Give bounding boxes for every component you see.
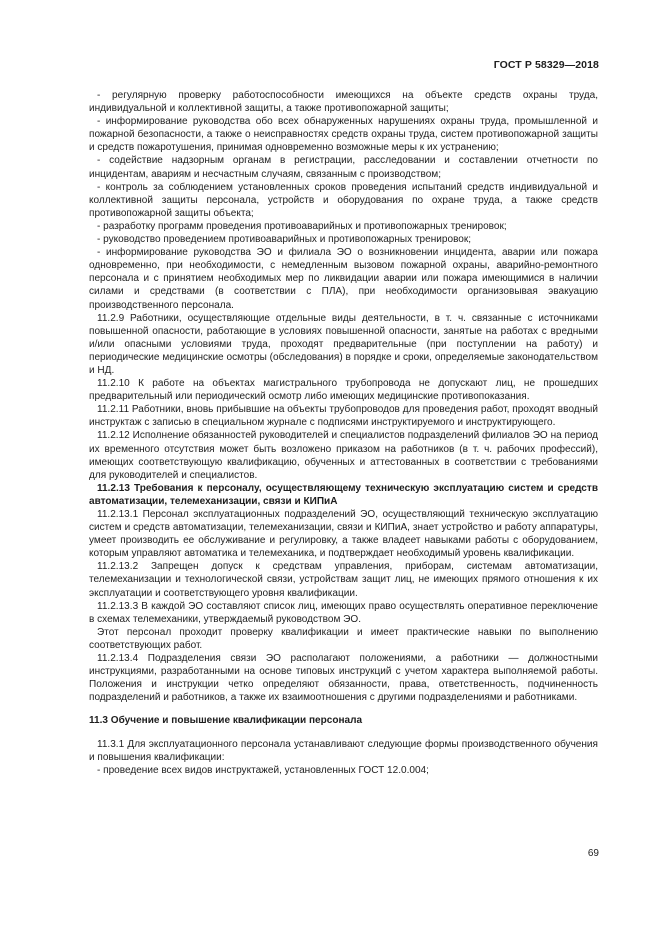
paragraph-11-2-13-3: 11.2.13.3 В каждой ЭО составляют список лиц, имеющих право осуществлять оперативное переключение в схемах телемеханики, утверждаемый руководством ЭО. [89, 600, 598, 625]
document-designation: ГОСТ Р 58329—2018 [493, 59, 599, 71]
paragraph-11-2-11: 11.2.11 Работники, вновь прибывшие на объекты трубопроводов для проведения работ, проходят вводный инструктаж с записью в специальном журнале с подписями инструктируемого и инструктирующего. [89, 404, 598, 429]
list-item: - информирование руководства обо всех обнаруженных нарушениях охраны труда, промышленной и пожарной безопасности, а также о неисправностях средств охраны труда, систем противопожарной защиты и средств пожаротушения, принимая одновременно возможные меры к их устранению; [89, 116, 598, 154]
list-item: - разработку программ проведения противоаварийных и противопожарных тренировок; [97, 220, 507, 232]
paragraph-11-2-13-1: 11.2.13.1 Персонал эксплуатационных подразделений ЭО, осуществляющий техническую эксплуатацию систем и средств автоматизации, телемеханизации, связи и КИПиА, знает устройство и работу аппаратуры, умеет производить ее обслуживание и регулировку, а также владеет навыками работы с оборудованием, которым управляют автоматика и телемеханика, и подтверждает необходимый уровень квалификации. [89, 509, 598, 560]
list-item: - проведение всех видов инструктажей, установленных ГОСТ 12.0.004; [97, 764, 429, 776]
list-item: - руководство проведением противоаварийных и противопожарных тренировок; [97, 234, 472, 246]
list-item: - информирование руководства ЭО и филиала ЭО о возникновении инцидента, аварии или пожара одновременно, при необходимости, с немедленным вызовом пожарной охраны, аварийно-ремонтного персонала и с принятием необходимых мер по ликвидации аварии или пожара имеющимися в наличии силами и средствами (в соответствии с ПЛА), при необходимости организовывая эвакуацию производственного персонала. [89, 247, 598, 311]
paragraph-11-2-13-4: 11.2.13.4 Подразделения связи ЭО располагают положениями, а работники — должностными инструкциями, разработанными на основе типовых инструкций с учетом характера выполняемой работы. Положения и инструкции четко определяют обязанности, права, ответственность, подчиненность подразделений и работников, а также их взаимоотношения с другими подразделениями и работниками. [89, 653, 598, 704]
paragraph-11-2-13-2: 11.2.13.2 Запрещен допуск к средствам управления, приборам, системам автоматизации, телемеханизации и технологической связи, устройствам защит лиц, не имеющих прямого отношения к их эксплуатации и соответствующего уровня квалификации. [89, 561, 598, 599]
paragraph-11-2-12: 11.2.12 Исполнение обязанностей руководителей и специалистов подразделений филиалов ЭО на период их временного отсутствия может быть возложено приказом на работников (в т. ч. рабочих профессий), имеющих соответствующую квалификацию, обученных и аттестованных в соответствии с требованиями для руководителей и специалистов. [89, 430, 598, 481]
list-item: - регулярную проверку работоспособности имеющихся на объекте средств охраны труда, индивидуальной и коллективной защиты, а также противопожарной защиты; [89, 90, 598, 115]
paragraph-11-3-1: 11.3.1 Для эксплуатационного персонала устанавливают следующие формы производственного обучения и повышения квалификации: [89, 738, 598, 763]
document-body [89, 89, 598, 777]
section-heading-11-3: 11.3 Обучение и повышение квалификации персонала [89, 715, 363, 727]
list-item: - контроль за соблюдением установленных сроков проведения испытаний средств индивидуальной и коллективной защиты персонала, устройств и оборудования по охране труда, а также средств противопожарной защиты объекта; [89, 181, 598, 219]
paragraph-11-2-10: 11.2.10 К работе на объектах магистрального трубопровода не допускают лиц, не прошедших предварительный или периодический осмотр либо имеющих медицинские противопоказания. [89, 378, 598, 403]
subsection-heading-11-2-13: 11.2.13 Требования к персоналу, осуществляющему техническую эксплуатацию систем и средств автоматизации, телемеханизации, связи и КИПиА [89, 482, 598, 507]
page-number: 69 [587, 848, 599, 859]
paragraph-11-2-9: 11.2.9 Работники, осуществляющие отдельные виды деятельности, в т. ч. связанные с источниками повышенной опасности, работающие в условиях повышенной опасности, занятые на работах с вредными и/или опасными условиями труда, проходят предварительные (при поступлении на работу) и периодические медицинские осмотры (обследования) в порядке и сроки, определяемые законодательством и НД. [89, 312, 598, 376]
paragraph: Этот персонал проходит проверку квалификации и имеет практические навыки по выполнению соответствующих работ. [89, 626, 598, 651]
list-item: - содействие надзорным органам в регистрации, расследовании и составлении отчетности по инцидентам, авариям и несчастным случаям, связанным с производством; [89, 155, 598, 180]
